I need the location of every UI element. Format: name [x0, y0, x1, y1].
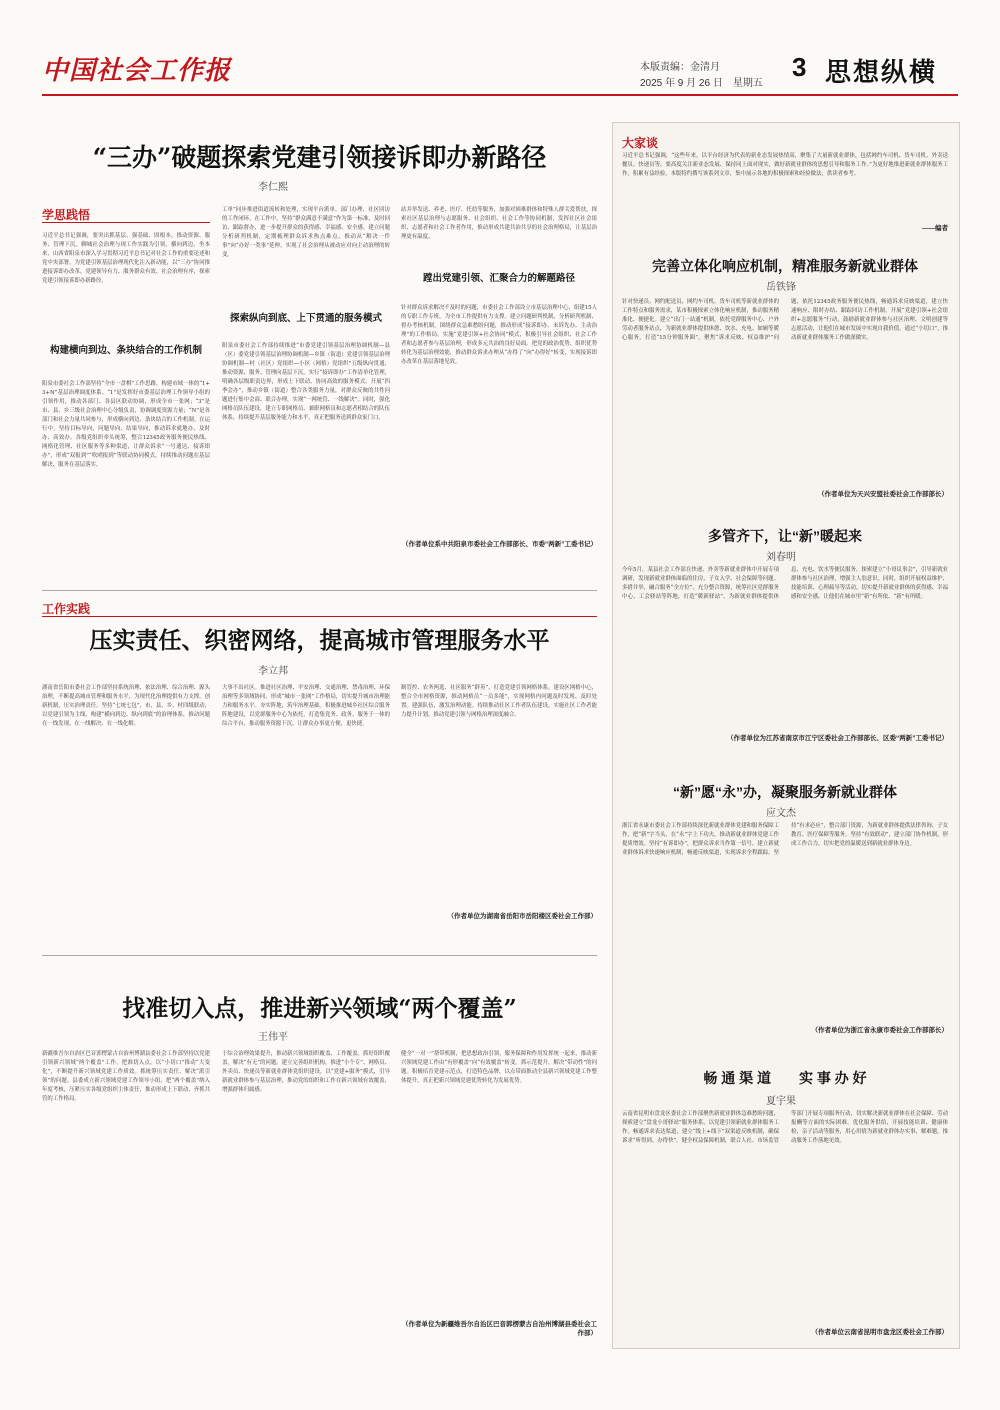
article1-subhead-1: 构建横向到边、条块结合的工作机制 — [49, 345, 202, 356]
article1-paragraph-4: 站并举发送、养老、医疗、托幼等服务，加强对困难群体和特殊人群关爱帮扶，探索社区基层治理与志愿服务、社会组织、社会工作等协同机制，发挥社区社会组织、志愿者和社会工作者作用，推动形成共建共治共享的社会治理格局，让基层治理更有温度。 — [401, 207, 597, 240]
article3-paragraph-1: 新疆维吾尔自治区巴音郭楞蒙古自治州博湖县委社会工作部坚持以党建引领新兴领域“两个覆盖”工作，把准切入点，以“小切口”推动“大变化”，不断提升新兴领域党建工作质效。抓统筹压实责任，解决“派引领”的问题。县委成立新兴领域党建工作领导小组，把“两个覆盖”纳入年度考核，压紧压实各级党组织主体责任，推动形成上下联动、齐抓共管的工作格局。 — [42, 1051, 210, 1102]
article1-paragraph-3: 阳泉市委社会工作部持续推进“市委党建引领基层治理协调机制—县（区）委党建引领基层治理协调机制—乡镇（街道）党建引领基层治理协调机制—村（社区）党组织—小区（网格）党组织”五级纵向贯通，推动资源、服务、管理向基层下沉。实行“接诉即办”工作清单化管理，明确各层级职责边界，形成上下联动、协同高效的服务模式。开展“四季会办”，推动乡镇（街道）整合各类服务力量，对群众反映的共性问题进行集中会商、联合办理，实现“一网统管、一线解决”。同时，强化网格员队伍建设，建立专职网格员、兼职网格员和志愿者相结合的队伍体系，持续提升基层服务能力和水平，真正把服务送到群众家门口。 — [222, 343, 390, 421]
article1-author-note: （作者单位系中共阳泉市委社会工作部部长、市委“两新”工委书记） — [402, 541, 597, 548]
article1-subhead-2: 探索纵向到底、上下贯通的服务模式 — [229, 313, 382, 324]
section-underline — [42, 616, 597, 617]
page-number: 3 — [792, 52, 807, 82]
article2-paragraph-2: 大事不出社区。推进社区治理、平安治理、交通治理、禁毒治理、环保治理等多领域协同，形成“城市一张网”工作格局，切实提升城市治理能力和服务水平。夯实阵地，筑牢治理基础。积极推进城乡社区综合服务阵地建设，以党群服务中心为依托，打造集党务、政务、服务于一体的综合平台，推动服务资源下沉，让群众办事更方便、更快捷。 — [222, 685, 390, 727]
sidebar-article1-headline: 完善立体化响应机制，精准服务新就业群体 — [652, 258, 918, 274]
newspaper-logo: 中国社会工作报 — [42, 56, 232, 86]
article1-headline: “三办”破题探索党建引领接诉即办新路径 — [92, 143, 547, 172]
sidebar-article3-headline: “新”愿“永”办，凝聚服务新就业群体 — [673, 784, 897, 800]
sidebar-article3-note: （作者单位为浙江省永康市委社会工作部部长） — [811, 1027, 948, 1034]
sidebar-article4-note: （作者单位云南省昆明市盘龙区委社会工作部） — [811, 1329, 948, 1336]
page-title: 思想纵横 — [825, 57, 938, 87]
article1-section-label: 学思践悟 — [42, 208, 91, 222]
section-underline — [42, 222, 210, 223]
sidebar-label: 大家谈 — [622, 136, 659, 150]
article1-author: 李仁熙 — [258, 182, 288, 193]
sidebar-article4-headline: 畅 通 渠 道 实 事 办 好 — [703, 1070, 867, 1086]
article1-subhead-3: 蹚出党建引领、汇聚合力的解题路径 — [422, 273, 575, 284]
sidebar-editor-note: ——编者 — [922, 225, 948, 232]
sidebar-article1-text: 针对快递员、网约配送员、网约车司机、货车司机等新就业群体的工作特点和服务需求，某市积极探索立体化响应机制，推动服务精准化、便捷化。建立“出门一站通”机制，依托党群服务中心、户外劳动者服务站点，为新就业群体提供休憩、饮水、充电、如厕等暖心服务，打造“15分钟服务圈”。聚焦“诉求反映、权益维护”问题，依托12345政务服务便民热线，畅通诉求反映渠道，建立快速响应、限时办结、跟踪回访工作机制。开展“党建引领+社会组织+志愿服务”行动，鼓励新就业群体参与社区治理、文明创建等志愿活动，让他们在城市发展中实现自我价值。通过“小切口”，推动新就业群体服务工作做深做实。 — [622, 299, 948, 341]
article1-paragraph-5: 针对群众诉求解决不及时的问题，市委社会工作部设立市基层治理中心，组建15人的专职工作专班，为全市工作提供有力支撑。建立问题研判机制、分析研判机制、督办考核机制，围绕群众急难愁盼问题，推动形成“接诉即办、未诉先办、主动治理”的工作格局。实施“党建引领+社会协同”模式，积极引导社会组织、社会工作者和志愿者参与基层治理，形成多元共治的良好局面。把党的政治优势、组织优势转化为基层治理效能，推动群众诉求办理从“办得了”向“办得好”转变，实现接诉即办改革在基层落地见效。 — [401, 305, 597, 365]
sidebar-article4-text: 云南省昆明市盘龙区委社会工作部聚焦新就业群体急难愁盼问题，探索建立“盘龙小哥驿站”服务体系，以党建引领新就业群体服务工作。畅通诉求表达渠道，建立“线上+线下”双渠道反映机制，确保诉求“听得到、办得快”。健全权益保障机制，联合人社、市场监管等部门开展专项服务行动，切实解决新就业群体在社会保障、劳动报酬等方面的实际困难。优化服务供给，开展技能培训、健康体检、亲子活动等服务，用心用情为新就业群体办实事、解难题，推动服务工作落地见效。 — [622, 1111, 948, 1144]
article2-paragraph-3: 制管控、农务两选、社区服务“群英”，打造党建引领网格体系。建设区网格中心，整合全市网格资源，推动网格员“一员多能”，实现网格内问题及时发现、及时处置。建强队伍，激发治理动能。持续推动社区工作者队伍建设，实施社区工作者能力提升计划，推动党建引领与网格治理深度融合。 — [401, 685, 597, 718]
sidebar-article4-author: 夏宇果 — [766, 1096, 796, 1107]
sidebar-article1-author: 岳铁锋 — [766, 282, 796, 293]
article-divider — [42, 590, 597, 591]
article1-intro: 习近平总书记强调，要突出抓基层、强基础、固根本，推动资源、服务、管理下沉。聊城社会治理与现工作实践为引领，横向到边、坐本来，山西省阳泉市深入学习贯彻习近平总书记对社会工作的重要论述和党中央部署，为党建引领基层治理现代化注入新动能，以“三办”协同推进接诉即办改革，党建领导有力、服务群众有效、社会治理有序，探索党建引领接诉即办新路径。 — [42, 233, 210, 284]
sidebar-article2-author: 刘春明 — [766, 552, 796, 563]
article1-paragraph-2: 工单”同步推进街道流转和处理，实现平台派单、部门办理、社区回访的工作闭环。在工作中，坚持“群众满意不满意”作为第一标准，及时回访、跟踪督办，进一步提升群众的获得感、幸福感、安全感。建立问题分析研判机制，定期梳理群众诉求热点难点，推动从“解决一件事”向“办好一类事”延伸，实现了社会治理从被动应对向主动治理的转变。 — [222, 207, 390, 258]
sidebar-article1-note: （作者单位为天兴安盟社委社会工作部部长） — [818, 491, 948, 498]
article2-headline: 压实责任、织密网络，提高城市管理服务水平 — [89, 627, 550, 654]
article2-section-label: 工作实践 — [42, 602, 91, 616]
masthead-rule — [42, 94, 958, 96]
issue-date: 2025 年 9 月 26 日 星期五 — [640, 78, 763, 89]
article2-paragraph-1: 湖南省岳阳市委社会工作部坚持系统治理、依法治理、综合治理、源头治理，不断提高城市管理和服务水平，为现代化治理提供有力支撑。创新机制，压实治理责任。坚持“七统七包”，市、县、乡、村四级联动，以党建引领为主线，构建“横向到边、纵向到底”的治理体系，推动问题在一线发现、在一线解决、在一线化解。 — [42, 685, 210, 727]
page-editor: 本版责编：金清月 — [640, 62, 720, 73]
article3-headline: 找准切入点，推进新兴领域“两个覆盖” — [122, 995, 517, 1022]
sidebar-intro: 习近平总书记强调，“这些年来，以平台经济为代表的新业态发展热情高，聚集了大量新就业群体，包括网约车司机、货车司机、外卖送餐员、快递员等，要高度关注新业态发展、保持同上面对现实，做好新就业群体的思想引导和服务工作。”为更好地推进新就业群体服务工作，积累有益经验，本版特约撰写该系列文章，集中展示各地的积极探索和经验做法，供读者参考。 — [622, 153, 948, 177]
sidebar-article2-note: （作者单位为江苏省南京市江宁区委社会工作部部长、区委“两新”工委书记） — [727, 735, 948, 742]
article2-author: 李立邦 — [258, 666, 288, 677]
article-divider — [42, 955, 597, 956]
sidebar-article2-text: 今年5月，某县社会工作部在快递、外卖等新就业群体中开展专项调研，发现新就业群体面临的住房、子女入学、社会保障等问题。多措并举，融合服务“全方位”。充分整合资源，统筹社区党群服务中心、工会驿站等阵地，打造“暖新驿站”，为新就业群体提供休息、充电、饮水等便民服务。探索建立“小哥议事会”，引导新就业群体参与社区治理，增强主人翁意识。同时，组织开展权益维护、技能培训、心理疏导等活动，切实提升新就业群体的获得感、幸福感和安全感，让他们在城市里“新”有所依、“新”有所暖。 — [622, 567, 948, 600]
article1-paragraph-1: 阳泉市委社会工作部坚持“全市一盘棋”工作思路，构建市域一体的“1+3+N”基层治理调度体系。“1”是发挥好市委基层治理工作领导小组的引领作用，推动各部门、各县区联动协调，形成全市一张网；“3”是市、县、乡三级社会治理中心分级负责，协调调度资源力量；“N”是各部门和社会力量共同参与，形成横向到边、条块结合的工作机制。在运行中，坚持目标导向、问题导向、结果导向，推动诉求就地办、及时办、高效办。各级党组织牵头统筹，整合12345政务服务便民热线、网格化管理、社区服务等多种渠道，让群众诉求“一号通达、接诉即办”，形成“双报到”“吹哨报到”等联动协同模式，持续推动问题在基层解决、服务在基层落实。 — [42, 381, 210, 468]
sidebar-article3-text: 浙江省永康市委社会工作部持续深化新就业群体党建和服务保障工作，把“新”字当头，在“永”字上下功夫，推动新就业群体党建工作提质增效。坚持“有诉即办”，把群众诉求当作第一信号，建立新就业群体诉求快速响应机制，畅通反映渠道，实现诉求全程跟踪。坚持“有求必应”，整合部门资源，为新就业群体提供法律咨询、子女教育、医疗保障等服务。坚持“有效联动”，建立部门协作机制，形成工作合力，切实把党的温暖送到新就业群体身边。 — [622, 823, 948, 856]
sidebar-article3-author: 应文杰 — [766, 808, 796, 819]
article3-author: 王伟平 — [258, 1032, 288, 1043]
article3-author-note: （作者单位为新疆维吾尔自治区巴音郭楞蒙古自治州博湖县委社会工作部） — [402, 1321, 597, 1337]
article3-paragraph-2: 于综合治理效果提升，推动新兴领域组织覆盖、工作覆盖。抓好组织覆盖，解决“有无”的问题。建立完善组织机构，推进“小个专”、网格员、外卖员、快递员等新就业群体党组织建设，以“党建+服务”模式，引导新就业群体参与基层治理，推动党的组织和工作在新兴领域有效覆盖，增强群体归属感。 — [222, 1051, 390, 1093]
article2-author-note: （作者单位为湖南省岳阳市岳阳楼区委社会工作部） — [447, 913, 597, 920]
article3-paragraph-3: 健全“一对一”帮带机制，把思想政治引领、服务保障和作用发挥统一起来，推动新兴领域党建工作由“有形覆盖”向“有效覆盖”转变。抓示范提升，解决“带动性”的问题。积极培育党建示范点，打造特色品牌，以点带面推动全县新兴领域党建工作整体提升，真正把新兴领域党建优势转化为发展优势。 — [401, 1051, 597, 1084]
sidebar-article2-headline: 多管齐下，让“新”暖起来 — [708, 528, 862, 544]
